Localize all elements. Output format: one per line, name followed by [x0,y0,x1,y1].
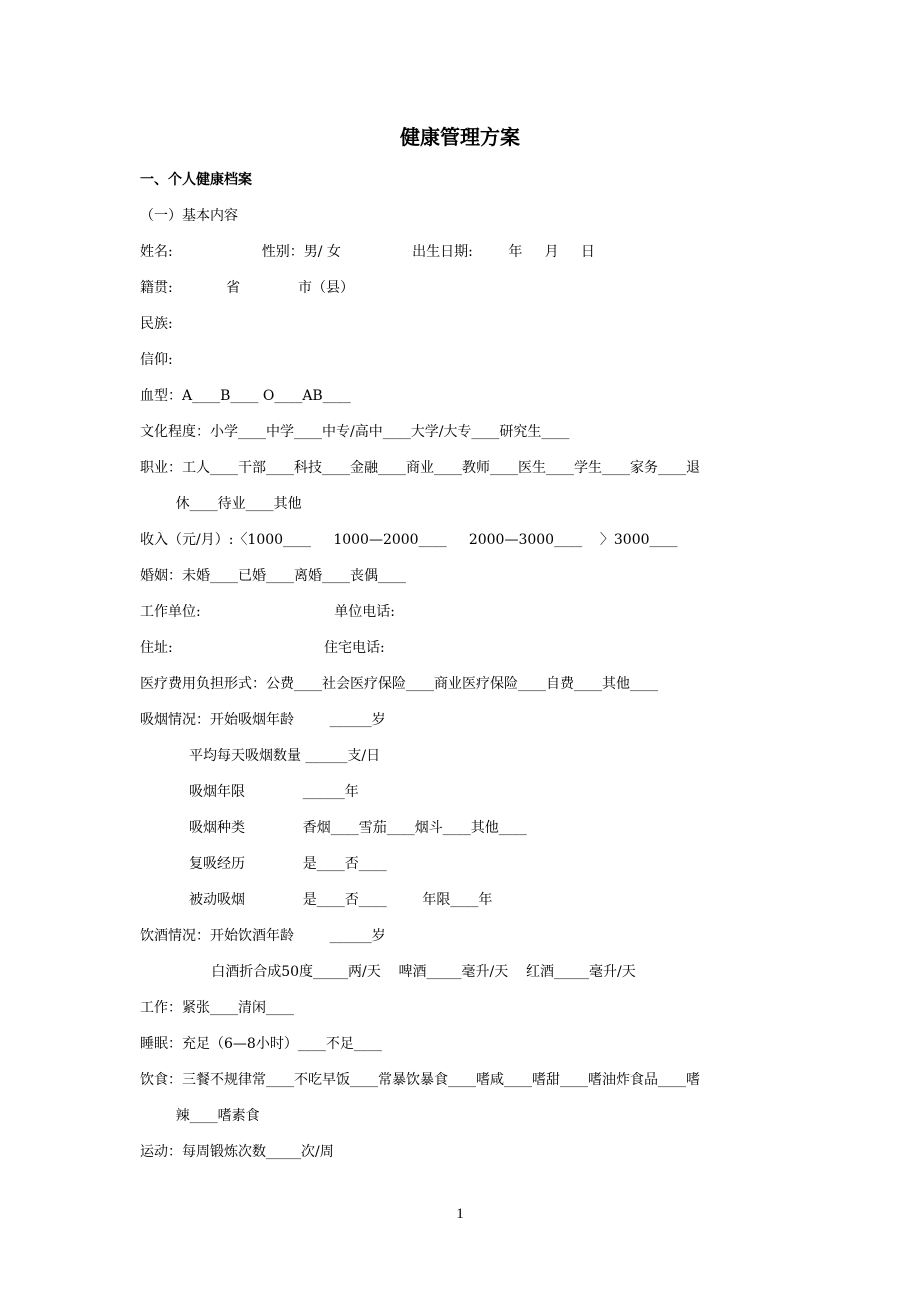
form-line-ethnicity: 民族: [140,316,173,332]
subsection-heading: （一）基本内容 [140,208,238,224]
form-line-marriage: 婚姻：未婚____已婚____离婚____丧偶____ [140,568,406,584]
form-line-drinking-start: 饮酒情况：开始饮酒年龄 ______岁 [140,928,386,944]
form-line-income: 收入（元/月）:〈1000____ 1000—2000____ 2000—3000____ 〉3000____ [140,532,678,548]
form-line-origin: 籍贯: 省 市（县） [140,280,354,296]
form-line-sleep: 睡眠：充足（6—8小时）____不足____ [140,1036,382,1052]
form-line-smoking-type: 吸烟种类 香烟____雪茄____烟斗____其他____ [140,820,527,836]
page-number: 1 [456,1206,464,1222]
document-title: 健康管理方案 [400,125,520,149]
form-line-exercise: 运动：每周锻炼次数_____次/周 [140,1144,334,1160]
form-line-address: 住址: 住宅电话: [140,640,385,656]
form-line-smoking-relapse: 复吸经历 是____否____ [140,856,387,872]
form-line-name: 姓名: 性别：男/ 女 出生日期: 年 月 日 [140,244,595,260]
form-line-medical-cost: 医疗费用负担形式：公费____社会医疗保险____商业医疗保险____自费____其他____ [140,676,658,692]
form-line-workplace: 工作单位: 单位电话: [140,604,395,620]
form-line-belief: 信仰: [140,352,173,368]
form-line-education: 文化程度：小学____中学____中专/高中____大学/大专____研究生____ [140,424,570,440]
form-line-work: 工作：紧张____清闲____ [140,1000,294,1016]
form-line-diet-cont: 辣____嗜素食 [140,1108,260,1124]
form-line-diet: 饮食：三餐不规律常____不吃早饭____常暴饮暴食____嗜咸____嗜甜____嗜油炸食品____嗜 [140,1072,700,1088]
form-line-blood-type: 血型：A____B____ O____AB____ [140,388,351,404]
form-line-smoking-daily: 平均每天吸烟数量 ______支/日 [140,748,381,764]
form-line-smoking-years: 吸烟年限 ______年 [140,784,359,800]
section-heading: 一、个人健康档案 [140,172,252,188]
form-line-passive-smoking: 被动吸烟 是____否____ 年限____年 [140,892,493,908]
form-line-drinking-amount: 白酒折合成50度_____两/天 啤酒_____毫升/天 红酒_____毫升/天 [140,964,636,980]
form-line-smoking-start: 吸烟情况：开始吸烟年龄 ______岁 [140,712,386,728]
form-line-occupation-cont: 休____待业____其他 [140,496,302,512]
form-line-occupation: 职业：工人____干部____科技____金融____商业____教师____医生____学生____家务____退 [140,460,700,476]
